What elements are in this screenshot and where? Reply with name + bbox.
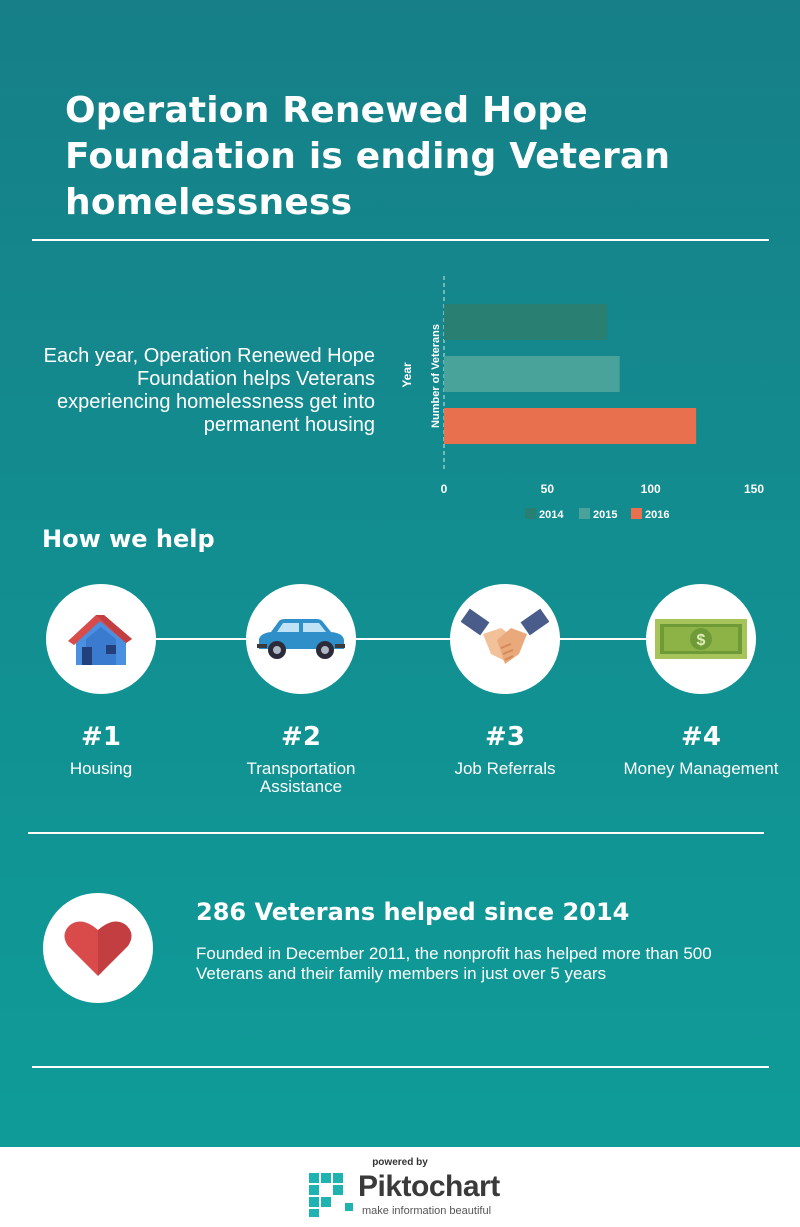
divider [32, 1066, 769, 1068]
heart-icon [62, 918, 134, 978]
steps-connector-line [100, 638, 700, 640]
intro-text: Each year, Operation Renewed Hope Foundation helps Veterans experiencing homelessness get into permanent housing [43, 345, 375, 436]
x-axis-title: Number of Veterans [430, 324, 442, 428]
divider [32, 239, 769, 241]
bar-chart [385, 270, 775, 530]
legend-swatch-2014 [525, 508, 536, 519]
legend-swatch-2016 [631, 508, 642, 519]
step-number: #1 [81, 722, 121, 752]
powered-by-text: powered by [372, 1157, 428, 1168]
how-we-help-heading: How we help [42, 525, 215, 553]
piktochart-brand: Piktochart [358, 1170, 500, 1203]
impact-headline: 286 Veterans helped since 2014 [196, 898, 630, 926]
step-number: #4 [681, 722, 721, 752]
bar-2016 [444, 408, 696, 444]
impact-body: Founded in December 2011, the nonprofit has helped more than 500 Veterans and their family members in just over 5 years [196, 944, 712, 983]
money-icon-circle [646, 584, 756, 694]
step-label: Transportation Assistance [246, 759, 356, 796]
car-icon-circle [246, 584, 356, 694]
piktochart-logo-icon [309, 1173, 353, 1217]
step-number: #2 [281, 722, 321, 752]
piktochart-footer [0, 1147, 800, 1227]
step-housing [21, 584, 181, 778]
svg-text:$: $ [696, 632, 706, 649]
y-axis-title: Year [400, 362, 414, 388]
heart-icon-circle [43, 893, 153, 1003]
car-icon [255, 617, 347, 661]
step-label: Job Referrals [454, 759, 556, 778]
step-transportation [221, 584, 381, 796]
x-tick-label: 0 [440, 482, 448, 496]
legend-label-2016: 2016 [645, 509, 670, 521]
x-tick-label: 50 [540, 482, 555, 496]
money-icon [655, 619, 747, 659]
step-job-referrals [425, 584, 585, 778]
bar-2015 [444, 356, 620, 392]
house-icon [66, 609, 136, 669]
divider [28, 832, 764, 834]
bar-2014 [444, 304, 607, 340]
step-money-management [621, 584, 781, 778]
handshake-icon [461, 608, 549, 670]
step-number: #3 [485, 722, 525, 752]
x-tick-label: 100 [640, 482, 661, 496]
x-tick-label: 150 [743, 482, 765, 496]
step-label: Money Management [623, 759, 779, 778]
page-title: Operation Renewed Hope Foundation is ending Veteran homelessness [65, 90, 671, 223]
step-label: Housing [69, 759, 133, 778]
piktochart-tagline: make information beautiful [362, 1205, 492, 1217]
house-icon-circle [46, 584, 156, 694]
legend-label-2014: 2014 [539, 509, 564, 521]
legend-swatch-2015 [579, 508, 590, 519]
legend-label-2015: 2015 [593, 509, 618, 521]
handshake-icon-circle [450, 584, 560, 694]
